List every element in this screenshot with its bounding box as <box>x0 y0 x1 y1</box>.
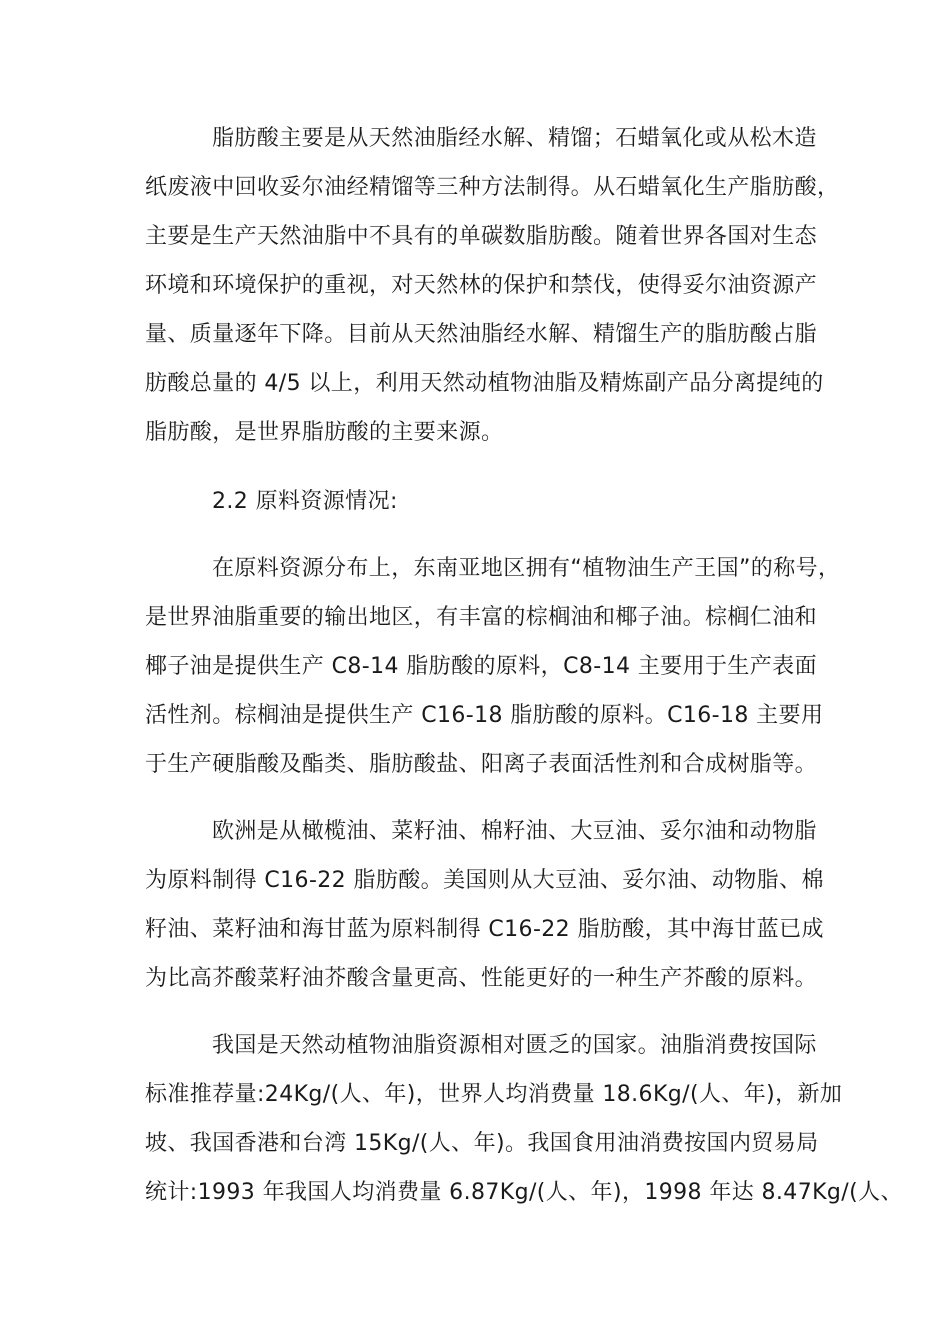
paragraph-1-line-7: 脂肪酸，是世界脂肪酸的主要来源。 <box>145 420 504 445</box>
paragraph-2-line-4: 活性剂。棕榈油是提供生产 C16-18 脂肪酸的原料。C16-18 主要用 <box>145 703 824 728</box>
paragraph-4-line-2: 标准推荐量:24Kg/(人、年)，世界人均消费量 18.6Kg/(人、年)，新加 <box>145 1082 843 1107</box>
section-heading: 2.2 原料资源情况: <box>212 489 398 514</box>
paragraph-1-line-1: 脂肪酸主要是从天然油脂经水解、精馏；石蜡氧化或从松木造 <box>212 126 817 151</box>
paragraph-1-line-4: 环境和环境保护的重视，对天然林的保护和禁伐，使得妥尔油资源产 <box>145 273 818 298</box>
paragraph-2-line-1: 在原料资源分布上，东南亚地区拥有“植物油生产王国”的称号， <box>212 556 841 581</box>
paragraph-1-line-6: 肪酸总量的 4/5 以上，利用天然动植物油脂及精炼副产品分离提纯的 <box>145 371 824 396</box>
paragraph-1-line-5: 量、质量逐年下降。目前从天然油脂经水解、精馏生产的脂肪酸占脂 <box>145 322 818 347</box>
paragraph-4-line-1: 我国是天然动植物油脂资源相对匮乏的国家。油脂消费按国际 <box>212 1033 817 1058</box>
paragraph-4-line-4: 统计:1993 年我国人均消费量 6.87Kg/(人、年)，1998 年达 8.47Kg/(人、 <box>145 1180 903 1205</box>
paragraph-1-line-2: 纸废液中回收妥尔油经精馏等三种方法制得。从石蜡氧化生产脂肪酸， <box>145 175 840 200</box>
paragraph-2-line-5: 于生产硬脂酸及酯类、脂肪酸盐、阳离子表面活性剂和合成树脂等。 <box>145 752 818 777</box>
paragraph-3-line-4: 为比高芥酸菜籽油芥酸含量更高、性能更好的一种生产芥酸的原料。 <box>145 966 818 991</box>
paragraph-2-line-2: 是世界油脂重要的输出地区，有丰富的棕榈油和椰子油。棕榈仁油和 <box>145 605 818 630</box>
paragraph-4-line-3: 坡、我国香港和台湾 15Kg/(人、年)。我国食用油消费按国内贸易局 <box>145 1131 819 1156</box>
paragraph-3-line-1: 欧洲是从橄榄油、菜籽油、棉籽油、大豆油、妥尔油和动物脂 <box>212 819 817 844</box>
paragraph-2-line-3: 椰子油是提供生产 C8-14 脂肪酸的原料，C8-14 主要用于生产表面 <box>145 654 817 679</box>
paragraph-3-line-2: 为原料制得 C16-22 脂肪酸。美国则从大豆油、妥尔油、动物脂、棉 <box>145 868 824 893</box>
paragraph-1-line-3: 主要是生产天然油脂中不具有的单碳数脂肪酸。随着世界各国对生态 <box>145 224 818 249</box>
paragraph-3-line-3: 籽油、菜籽油和海甘蓝为原料制得 C16-22 脂肪酸，其中海甘蓝已成 <box>145 917 824 942</box>
